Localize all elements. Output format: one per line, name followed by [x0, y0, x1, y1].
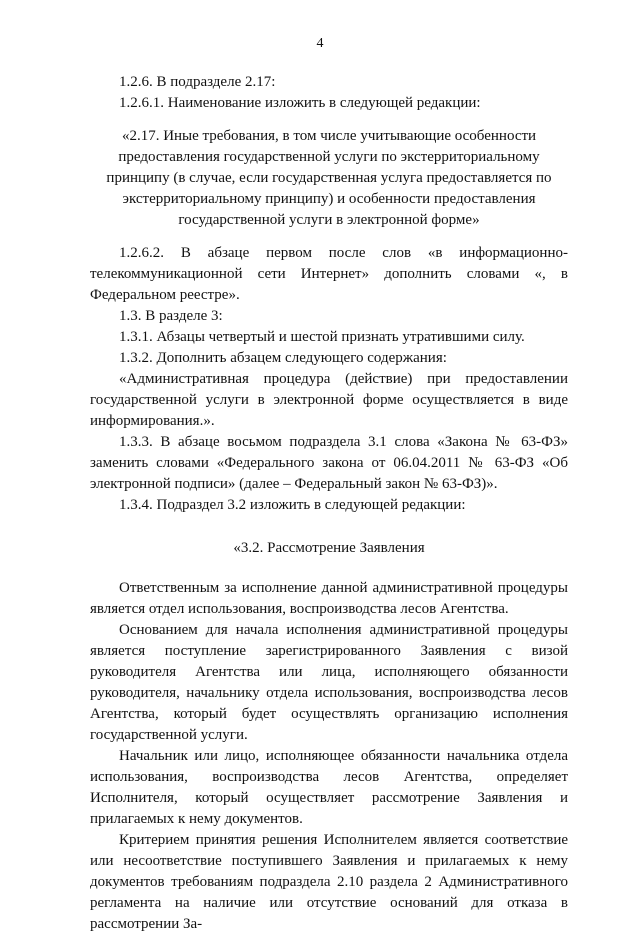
paragraph: 1.2.6. В подразделе 2.17: [119, 74, 276, 90]
paragraph: Критерием принятия решения Исполнителем является соответствие или несоответствие поступившего Заявления и прилагаемых к нему документов требованиям подраздела 2.10 раздела 2 Административного регламента на наличие или отсутствие оснований для отказа в рассмотрении За- [90, 832, 568, 932]
document-body [90, 72, 568, 935]
paragraph: Начальник или лицо, исполняющее обязанности начальника отдела использования, воспроизводства лесов Агентства, определяет Исполнителя, который осуществляет рассмотрение Заявления и прилагаемых к нему документов. [90, 748, 568, 827]
paragraph: Ответственным за исполнение данной административной процедуры является отдел использования, воспроизводства лесов Агентства. [90, 580, 568, 617]
paragraph: 1.3.4. Подраздел 3.2 изложить в следующей редакции: [119, 497, 466, 513]
paragraph: Основанием для начала исполнения административной процедуры является поступление зарегистрированного Заявления с визой руководителя Агентства или лица, исполняющего обязанности руководителя, начальнику отдела использования, воспроизводства лесов Агентства, который будет осуществлять организацию исполнения государственной услуги. [90, 622, 568, 743]
paragraph: 1.2.6.2. В абзаце первом после слов «в информационно-телекоммуникационной сети Интернет» дополнить словами «, в Федеральном реестре». [90, 245, 568, 303]
section-title-quote: «2.17. Иные требования, в том числе учитывающие особенности предоставления государственной услуги по экстерриториальному принципу (в случае, если государственная услуга предоставляется по экстерриториальному принципу) и особенности предоставления государственной услуги в электронной форме» [106, 128, 552, 228]
paragraph: 1.3.2. Дополнить абзацем следующего содержания: [119, 350, 447, 366]
paragraph: 1.3.3. В абзаце восьмом подраздела 3.1 слова «Закона № 63-ФЗ» заменить словами «Федерального закона от 06.04.2011 № 63-ФЗ «Об электронной подписи» (далее – Федеральный закон № 63-ФЗ)». [90, 434, 568, 492]
paragraph: «Административная процедура (действие) при предоставлении государственной услуги в электронной форме осуществляется в виде информирования.». [90, 371, 568, 429]
page-number: 4 [316, 36, 324, 51]
subsection-heading: «3.2. Рассмотрение Заявления [233, 540, 425, 556]
paragraph: 1.3.1. Абзацы четвертый и шестой признать утратившими силу. [119, 329, 525, 345]
paragraph: 1.2.6.1. Наименование изложить в следующей редакции: [119, 95, 481, 111]
paragraph: 1.3. В разделе 3: [119, 308, 223, 324]
